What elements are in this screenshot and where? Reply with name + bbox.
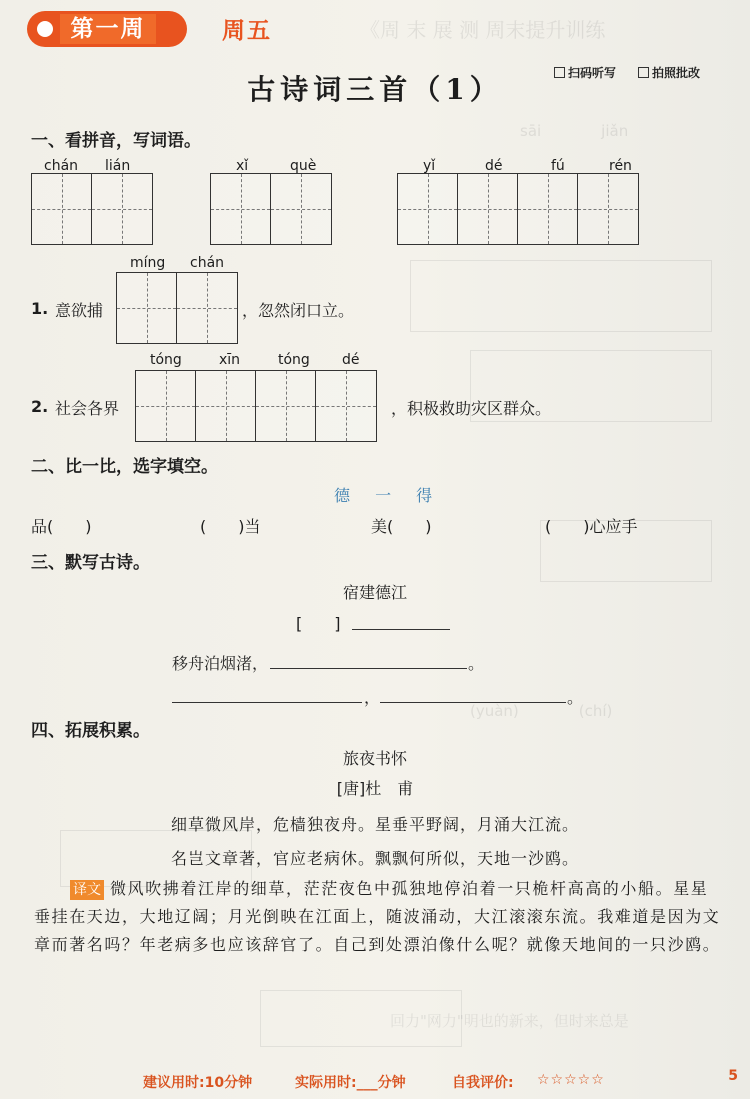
poem-line: 细草微风岸，危樯独夜舟。星垂平野阔，月涌大江流。 <box>170 815 579 834</box>
pinyin: tóng <box>150 352 182 368</box>
grid-cell[interactable] <box>92 174 152 244</box>
pinyin: lián <box>105 158 131 174</box>
poem-title: 旅夜书怀 <box>342 749 407 768</box>
punctuation: 。 <box>567 688 584 707</box>
scan-grade-label: 拍照批改 <box>652 66 701 80</box>
pinyin: tóng <box>278 352 310 368</box>
poem-author: [唐]杜 甫 <box>336 779 414 798</box>
sentence-text: ，忽然闭口立。 <box>242 301 355 320</box>
grid-cell[interactable] <box>177 273 237 343</box>
grid-cell[interactable] <box>578 174 638 244</box>
translation-text: 微风吹拂着江岸的细草，茫茫夜色中孤独地停泊着一只桅杆高高的小船。星星垂挂在天边，大地辽阔；月光倒映在江面上，随波涌动，大江滚滚东流。我难道是因为文章而著名吗？年老病多也应该辞官了。自己到处漂泊像什么呢？就像天地间的一只沙鸥。 <box>34 879 721 954</box>
sentence-text: 社会各界 <box>55 399 120 418</box>
writing-grid[interactable] <box>116 272 238 344</box>
actual-time-label: 实际用时: <box>295 1075 357 1091</box>
translation-tag: 译文 <box>70 880 104 900</box>
pinyin: fú <box>551 158 565 174</box>
fill-blank-item[interactable]: 美( ) <box>371 517 432 536</box>
grid-cell[interactable] <box>271 174 331 244</box>
pinyin: míng <box>130 255 166 271</box>
grid-cell[interactable] <box>211 174 271 244</box>
pinyin: yǐ <box>423 158 436 174</box>
bleed-through-text: 《周 末 展 测 周末提升训练 <box>360 18 606 42</box>
grid-cell[interactable] <box>316 371 376 441</box>
pinyin: xīn <box>219 352 241 368</box>
bleed-through-text: (yuàn) (chí) <box>470 702 613 720</box>
translation-paragraph <box>34 875 724 959</box>
footer <box>0 1064 750 1099</box>
question-number: 2. <box>31 397 49 416</box>
writing-grid[interactable] <box>397 173 639 245</box>
grid-cell[interactable] <box>117 273 177 343</box>
grid-cell[interactable] <box>398 174 458 244</box>
fill-blank-item[interactable]: 品( ) <box>31 517 92 536</box>
pinyin: chán <box>190 255 225 271</box>
section-heading: 四、拓展积累。 <box>31 721 150 741</box>
week-label: 第一周 <box>60 14 156 44</box>
punctuation: ， <box>364 688 381 707</box>
writing-grid[interactable] <box>135 370 377 442</box>
star-rating[interactable]: ☆☆☆☆☆ <box>537 1072 605 1088</box>
day-label: 周五 <box>222 18 272 44</box>
poem-line: 名岂文章著，官应老病休。飘飘何所似，天地一沙鸥。 <box>170 849 579 868</box>
pinyin: dé <box>342 352 360 368</box>
author-bracket[interactable]: [ ] <box>296 614 341 633</box>
grid-cell[interactable] <box>518 174 578 244</box>
grid-cell[interactable] <box>458 174 518 244</box>
poem-title: 宿建德江 <box>342 583 407 602</box>
scan-listen-label: 扫码听写 <box>568 66 617 80</box>
answer-line[interactable] <box>380 702 566 703</box>
bleed-through-text: sāi jiǎn <box>520 122 629 140</box>
actual-time <box>295 1072 406 1092</box>
question-number: 1. <box>31 299 49 318</box>
pinyin: rén <box>609 158 632 174</box>
fill-blank-item[interactable]: ( )当 <box>200 517 261 536</box>
section-heading: 二、比一比，选字填空。 <box>31 457 218 477</box>
answer-line[interactable] <box>172 702 362 703</box>
bleed-through-box <box>410 260 712 332</box>
fill-blank-item[interactable]: ( )心应手 <box>545 517 638 536</box>
self-eval-label: 自我评价: <box>452 1075 514 1091</box>
pinyin: xǐ <box>236 158 249 174</box>
grid-cell[interactable] <box>256 371 316 441</box>
answer-line[interactable] <box>270 668 467 669</box>
poem-line: 移舟泊烟渚， <box>172 654 269 673</box>
pinyin: chán <box>44 158 79 174</box>
sentence-text: 意欲捕 <box>55 301 104 320</box>
writing-grid[interactable] <box>31 173 153 245</box>
grid-cell[interactable] <box>32 174 92 244</box>
pinyin: dé <box>485 158 503 174</box>
actual-time-unit: 分钟 <box>377 1075 406 1091</box>
choice-characters: 德 一 得 <box>334 486 443 505</box>
grid-cell[interactable] <box>136 371 196 441</box>
actual-time-blank[interactable]: ___ <box>356 1075 378 1091</box>
author-answer-line[interactable] <box>352 629 450 630</box>
page-number: 5 <box>728 1068 738 1084</box>
badge-dot-icon <box>37 21 53 37</box>
pinyin: què <box>290 158 317 174</box>
page-title: 古诗词三首（1） <box>247 73 503 106</box>
writing-grid[interactable] <box>210 173 332 245</box>
sentence-text: ，积极救助灾区群众。 <box>391 399 552 418</box>
grid-cell[interactable] <box>196 371 256 441</box>
section-heading: 一、看拼音，写词语。 <box>31 131 201 151</box>
bleed-through-text: 回力"网力"明也的新来，但时来总是 <box>390 1012 629 1030</box>
suggested-time: 建议用时:10分钟 <box>143 1075 253 1091</box>
punctuation: 。 <box>468 654 485 673</box>
section-heading: 三、默写古诗。 <box>31 553 150 573</box>
